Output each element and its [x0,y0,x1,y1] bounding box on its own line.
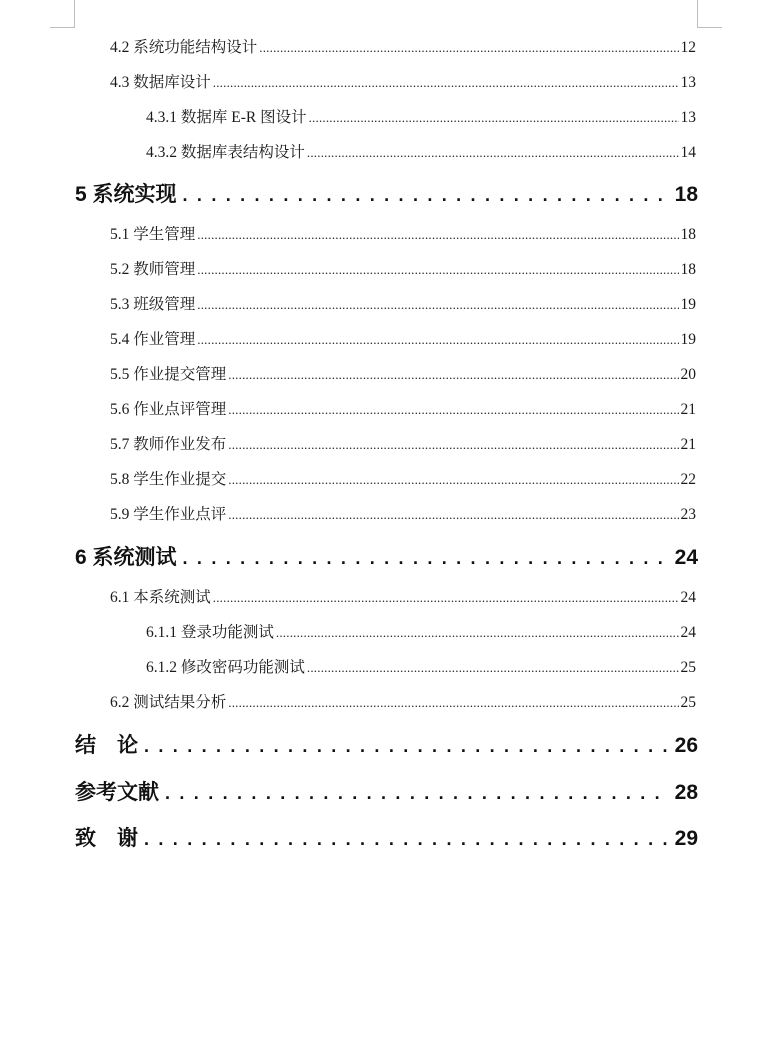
toc-dot-leader [144,827,669,851]
toc-entry-page-number: 29 [674,827,698,850]
toc-entry-page-number: 28 [674,781,698,804]
toc-dot-leader [307,144,679,162]
toc-entry-page-number: 24 [680,624,696,641]
page-corner-mark-top-right [697,0,722,28]
toc-entry-title: 6.1 本系统测试 [110,589,211,606]
toc-entry-page-number: 22 [680,471,696,488]
toc-dot-leader [276,624,679,642]
toc-entry-level2[interactable] [110,362,696,384]
toc-dot-leader [213,74,679,92]
toc-entry-page-number: 25 [680,694,696,711]
toc-entry-page-number: 18 [674,183,698,206]
toc-entry-page-number: 18 [680,261,696,278]
toc-dot-leader [228,436,678,454]
toc-entry-page-number: 12 [680,39,696,56]
toc-entry-page-number: 26 [674,734,698,757]
toc-entry-title: 5.9 学生作业点评 [110,506,227,523]
toc-entry-page-number: 14 [680,144,696,161]
toc-entry-title: 5.7 教师作业发布 [110,436,227,453]
toc-entry-level2[interactable] [110,467,696,489]
toc-entry-page-number: 21 [680,436,696,453]
toc-entry-title: 5.4 作业管理 [110,331,196,348]
toc-entry-page-number: 13 [680,109,696,126]
page-corner-mark-top-left [50,0,75,28]
toc-entry-level2[interactable] [110,70,696,92]
toc-entry-level2[interactable] [110,502,696,524]
toc-dot-leader [228,694,678,712]
toc-entry-page-number: 24 [674,546,698,569]
toc-entry-level2[interactable] [110,35,696,57]
toc-entry-title: 5.5 作业提交管理 [110,366,227,383]
toc-dot-leader [228,401,678,419]
toc-entry-level2[interactable] [110,397,696,419]
toc-entry-level2[interactable] [110,257,696,279]
toc-entry-title: 6 系统测试 [75,546,177,569]
toc-entry-level2[interactable] [110,292,696,314]
toc-entry-level2[interactable] [110,327,696,349]
toc-entry-level3[interactable] [146,140,696,162]
toc-dot-leader [165,781,669,805]
toc-dot-leader [259,39,678,57]
toc-entry-title: 4.2 系统功能结构设计 [110,39,258,56]
toc-entry-page-number: 19 [680,331,696,348]
toc-dot-leader [228,471,678,489]
toc-dot-leader [183,546,669,570]
toc-entry-page-number: 21 [680,401,696,418]
toc-dot-leader [183,183,669,207]
toc-entry-title: 5.3 班级管理 [110,296,196,313]
toc-entry-title: 4.3 数据库设计 [110,74,211,91]
toc-dot-leader [197,296,678,314]
toc-entry-level1[interactable] [75,541,698,571]
toc-dot-leader [197,261,678,279]
toc-entry-level1[interactable] [75,178,698,208]
toc-entry-level1[interactable] [75,729,698,759]
toc-entry-title: 6.2 测试结果分析 [110,694,227,711]
toc-dot-leader [144,734,669,758]
toc-entry-page-number: 23 [680,506,696,523]
toc-dot-leader [309,109,679,127]
toc-entry-page-number: 24 [680,589,696,606]
toc-entry-page-number: 13 [680,74,696,91]
toc-entry-title: 5.6 作业点评管理 [110,401,227,418]
toc-entry-page-number: 25 [680,659,696,676]
toc-entry-title: 6.1.1 登录功能测试 [146,624,274,641]
toc-dot-leader [213,589,679,607]
toc-entry-title: 结 论 [75,734,138,757]
toc-entry-level3[interactable] [146,655,696,677]
toc-entry-title: 4.3.2 数据库表结构设计 [146,144,305,161]
toc-entry-level3[interactable] [146,620,696,642]
toc-entry-page-number: 19 [680,296,696,313]
toc-entry-title: 参考文献 [75,781,159,804]
toc-entry-level2[interactable] [110,690,696,712]
toc-dot-leader [228,506,678,524]
toc-entry-title: 6.1.2 修改密码功能测试 [146,659,305,676]
toc-entry-title: 致 谢 [75,827,138,850]
toc-entry-level3[interactable] [146,105,696,127]
toc-entry-title: 5.2 教师管理 [110,261,196,278]
toc-entry-title: 5.1 学生管理 [110,226,196,243]
toc-entry-page-number: 18 [680,226,696,243]
toc-dot-leader [307,659,679,677]
toc-dot-leader [197,226,678,244]
toc-entry-level2[interactable] [110,222,696,244]
toc-dot-leader [228,366,678,384]
toc-entry-level2[interactable] [110,585,696,607]
toc-dot-leader [197,331,678,349]
toc-entry-title: 5.8 学生作业提交 [110,471,227,488]
toc-entry-title: 4.3.1 数据库 E-R 图设计 [146,109,307,126]
toc-entry-page-number: 20 [680,366,696,383]
toc-entry-level1[interactable] [75,776,698,806]
toc-entry-title: 5 系统实现 [75,183,177,206]
toc-entry-level1[interactable] [75,822,698,852]
toc-entry-level2[interactable] [110,432,696,454]
